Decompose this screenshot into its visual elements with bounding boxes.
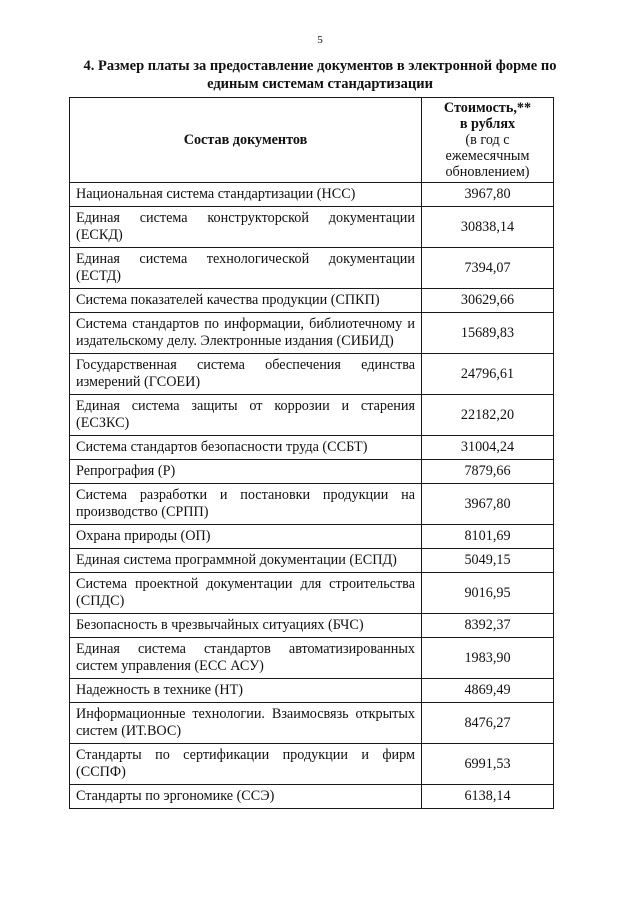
table-row bbox=[70, 436, 554, 460]
section-heading-line-1: 4. Размер платы за предоставление документов в электронной форме по bbox=[83, 58, 557, 74]
table-row bbox=[70, 614, 554, 638]
table-row bbox=[70, 549, 554, 573]
table-row bbox=[70, 638, 554, 679]
header-cost-line-2: в рублях bbox=[459, 116, 516, 132]
table-row bbox=[70, 484, 554, 525]
document-cost: 8476,27 bbox=[422, 703, 554, 744]
table-row bbox=[70, 395, 554, 436]
table-header-row bbox=[70, 98, 554, 183]
document-cost: 8392,37 bbox=[422, 614, 554, 638]
document-cost: 30629,66 bbox=[422, 289, 554, 313]
document-name: Единая система технологической документации (ЕСТД) bbox=[70, 248, 422, 289]
document-name: Репрография (Р) bbox=[70, 460, 422, 484]
page-number: 5 bbox=[317, 34, 323, 46]
fees-table bbox=[69, 97, 554, 809]
document-name: Стандарты по эргономике (ССЭ) bbox=[70, 785, 422, 809]
document-cost: 30838,14 bbox=[422, 207, 554, 248]
table-row bbox=[70, 525, 554, 549]
table-row bbox=[70, 460, 554, 484]
header-cost-line-3: (в год с ежемесячным bbox=[445, 132, 530, 164]
document-cost: 22182,20 bbox=[422, 395, 554, 436]
section-heading bbox=[60, 57, 580, 93]
document-name: Система разработки и постановки продукции на производство (СРПП) bbox=[70, 484, 422, 525]
header-cost-line-4: обновлением) bbox=[445, 164, 530, 180]
document-name: Система проектной документации для строительства (СПДС) bbox=[70, 573, 422, 614]
document-name: Единая система стандартов автоматизированных систем управления (ЕСС АСУ) bbox=[70, 638, 422, 679]
document-cost: 3967,80 bbox=[422, 484, 554, 525]
document-name: Охрана природы (ОП) bbox=[70, 525, 422, 549]
table-row bbox=[70, 354, 554, 395]
document-name: Система стандартов безопасности труда (ССБТ) bbox=[70, 436, 422, 460]
document-cost: 6991,53 bbox=[422, 744, 554, 785]
document-cost: 8101,69 bbox=[422, 525, 554, 549]
header-cost bbox=[422, 98, 554, 183]
table-row bbox=[70, 679, 554, 703]
document-cost: 7394,07 bbox=[422, 248, 554, 289]
table-row bbox=[70, 313, 554, 354]
document-cost: 7879,66 bbox=[422, 460, 554, 484]
document-cost: 6138,14 bbox=[422, 785, 554, 809]
document-name: Система стандартов по информации, библиотечному и издательскому делу. Электронные издания (СИБИД) bbox=[70, 313, 422, 354]
document-name: Единая система программной документации (ЕСПД) bbox=[70, 549, 422, 573]
table-row bbox=[70, 248, 554, 289]
document-name: Единая система конструкторской документации (ЕСКД) bbox=[70, 207, 422, 248]
document-cost: 3967,80 bbox=[422, 183, 554, 207]
table-row bbox=[70, 183, 554, 207]
document-cost: 1983,90 bbox=[422, 638, 554, 679]
document-cost: 15689,83 bbox=[422, 313, 554, 354]
document-name: Информационные технологии. Взаимосвязь открытых систем (ИТ.ВОС) bbox=[70, 703, 422, 744]
document-name: Единая система защиты от коррозии и старения (ЕСЗКС) bbox=[70, 395, 422, 436]
table-row bbox=[70, 207, 554, 248]
table-row bbox=[70, 573, 554, 614]
document-cost: 9016,95 bbox=[422, 573, 554, 614]
document-name: Национальная система стандартизации (НСС) bbox=[70, 183, 422, 207]
table-row bbox=[70, 785, 554, 809]
section-heading-line-2: единым системам стандартизации bbox=[207, 76, 433, 92]
document-name: Надежность в технике (НТ) bbox=[70, 679, 422, 703]
header-composition: Состав документов bbox=[70, 98, 422, 183]
table-row bbox=[70, 703, 554, 744]
document-name: Государственная система обеспечения единства измерений (ГСОЕИ) bbox=[70, 354, 422, 395]
table-row bbox=[70, 744, 554, 785]
document-cost: 4869,49 bbox=[422, 679, 554, 703]
document-name: Безопасность в чрезвычайных ситуациях (БЧС) bbox=[70, 614, 422, 638]
document-cost: 31004,24 bbox=[422, 436, 554, 460]
document-cost: 5049,15 bbox=[422, 549, 554, 573]
table-row bbox=[70, 289, 554, 313]
header-cost-line-1: Стоимость,** bbox=[443, 100, 532, 116]
document-name: Стандарты по сертификации продукции и фирм (ССПФ) bbox=[70, 744, 422, 785]
document-cost: 24796,61 bbox=[422, 354, 554, 395]
document-name: Система показателей качества продукции (СПКП) bbox=[70, 289, 422, 313]
